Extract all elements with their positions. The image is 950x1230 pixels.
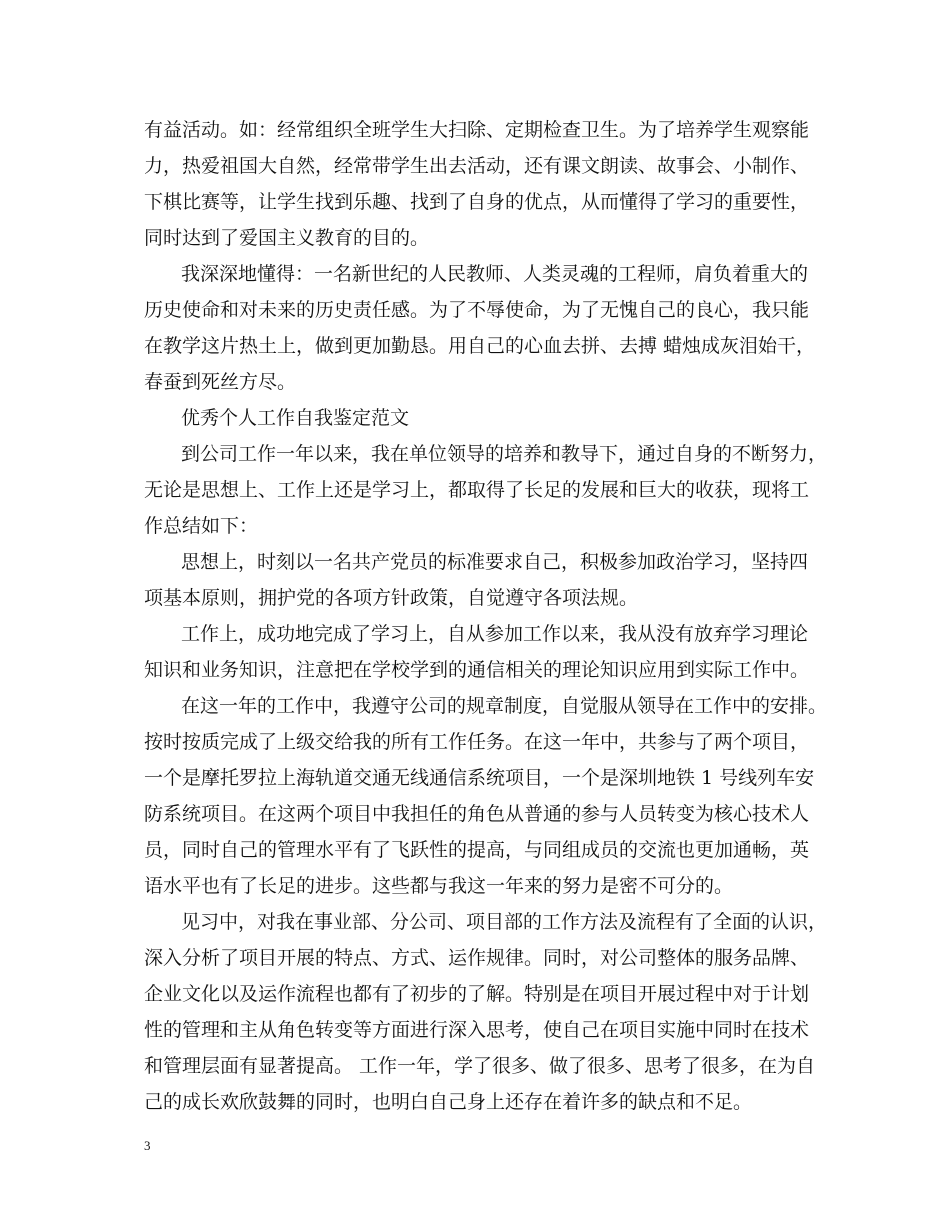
text-line: 深入分析了项目开展的特点、方式、运作规律。同时，对公司整体的服务品牌、 (144, 947, 810, 969)
text-line: 知识和业务知识，注意把在学校学到的通信相关的理论知识应用到实际工作中。 (144, 659, 810, 681)
text-line: 力，热爱祖国大自然，经常带学生出去活动，还有课文朗读、故事会、小制作、 (144, 155, 810, 177)
text-line: 历史使命和对未来的历史责任感。为了不辱使命，为了无愧自己的良心，我只能 (144, 299, 810, 321)
text-line: 己的成长欢欣鼓舞的同时，也明白自己身上还存在着许多的缺点和不足。 (144, 1091, 753, 1113)
text-line: 工作上，成功地完成了学习上，自从参加工作以来，我从没有放弃学习理论 (181, 623, 809, 645)
section-heading: 优秀个人工作自我鉴定范文 (181, 407, 410, 429)
text-line: 下棋比赛等，让学生找到乐趣、找到了自身的优点，从而懂得了学习的重要性， (144, 191, 810, 213)
text-line: 我深深地懂得：一名新世纪的人民教师、人类灵魂的工程师，肩负着重大的 (181, 263, 809, 285)
page-number: 3 (144, 1138, 151, 1153)
text-line: 到公司工作一年以来，我在单位领导的培养和教导下，通过自身的不断努力， (181, 443, 828, 465)
text-line: 语水平也有了长足的进步。这些都与我这一年来的努力是密不可分的。 (144, 875, 734, 897)
text-line: 在这一年的工作中，我遵守公司的规章制度，自觉服从领导在工作中的安排。 (181, 695, 828, 717)
text-line: 防系统项目。在这两个项目中我担任的角色从普通的参与人员转变为核心技术人 (144, 803, 810, 825)
text-line: 项基本原则，拥护党的各项方针政策，自觉遵守各项法规。 (144, 587, 639, 609)
text-line: 同时达到了爱国主义教育的目的。 (144, 227, 430, 249)
text-line: 见习中，对我在事业部、分公司、项目部的工作方法及流程有了全面的认识， (181, 911, 828, 933)
text-line: 在教学这片热土上，做到更加勤恳。用自己的心血去拼、去搏 蜡烛成灰泪始干， (144, 335, 816, 357)
text-line: 无论是思想上、工作上还是学习上，都取得了长足的发展和巨大的收获，现将工 (144, 479, 810, 501)
text-line: 一个是摩托罗拉上海轨道交通无线通信系统项目，一个是深圳地铁 1 号线列车安 (144, 767, 815, 789)
text-line: 企业文化以及运作流程也都有了初步的了解。特别是在项目开展过程中对于计划 (144, 983, 810, 1005)
text-line: 思想上，时刻以一名共产党员的标准要求自己，积极参加政治学习，坚持四 (181, 551, 809, 573)
text-line: 作总结如下： (144, 515, 259, 537)
text-line: 员，同时自己的管理水平有了飞跃性的提高，与同组成员的交流也更加通畅，英 (144, 839, 810, 861)
text-line: 和管理层面有显著提高。 工作一年，学了很多、做了很多、思考了很多，在为自 (144, 1055, 816, 1077)
text-line: 按时按质完成了上级交给我的所有工作任务。在这一年中，共参与了两个项目， (144, 731, 810, 753)
text-line: 春蚕到死丝方尽。 (144, 371, 297, 393)
text-line: 有益活动。如：经常组织全班学生大扫除、定期检查卫生。为了培养学生观察能 (144, 119, 810, 141)
text-line: 性的管理和主从角色转变等方面进行深入思考，使自己在项目实施中同时在技术 (144, 1019, 810, 1041)
